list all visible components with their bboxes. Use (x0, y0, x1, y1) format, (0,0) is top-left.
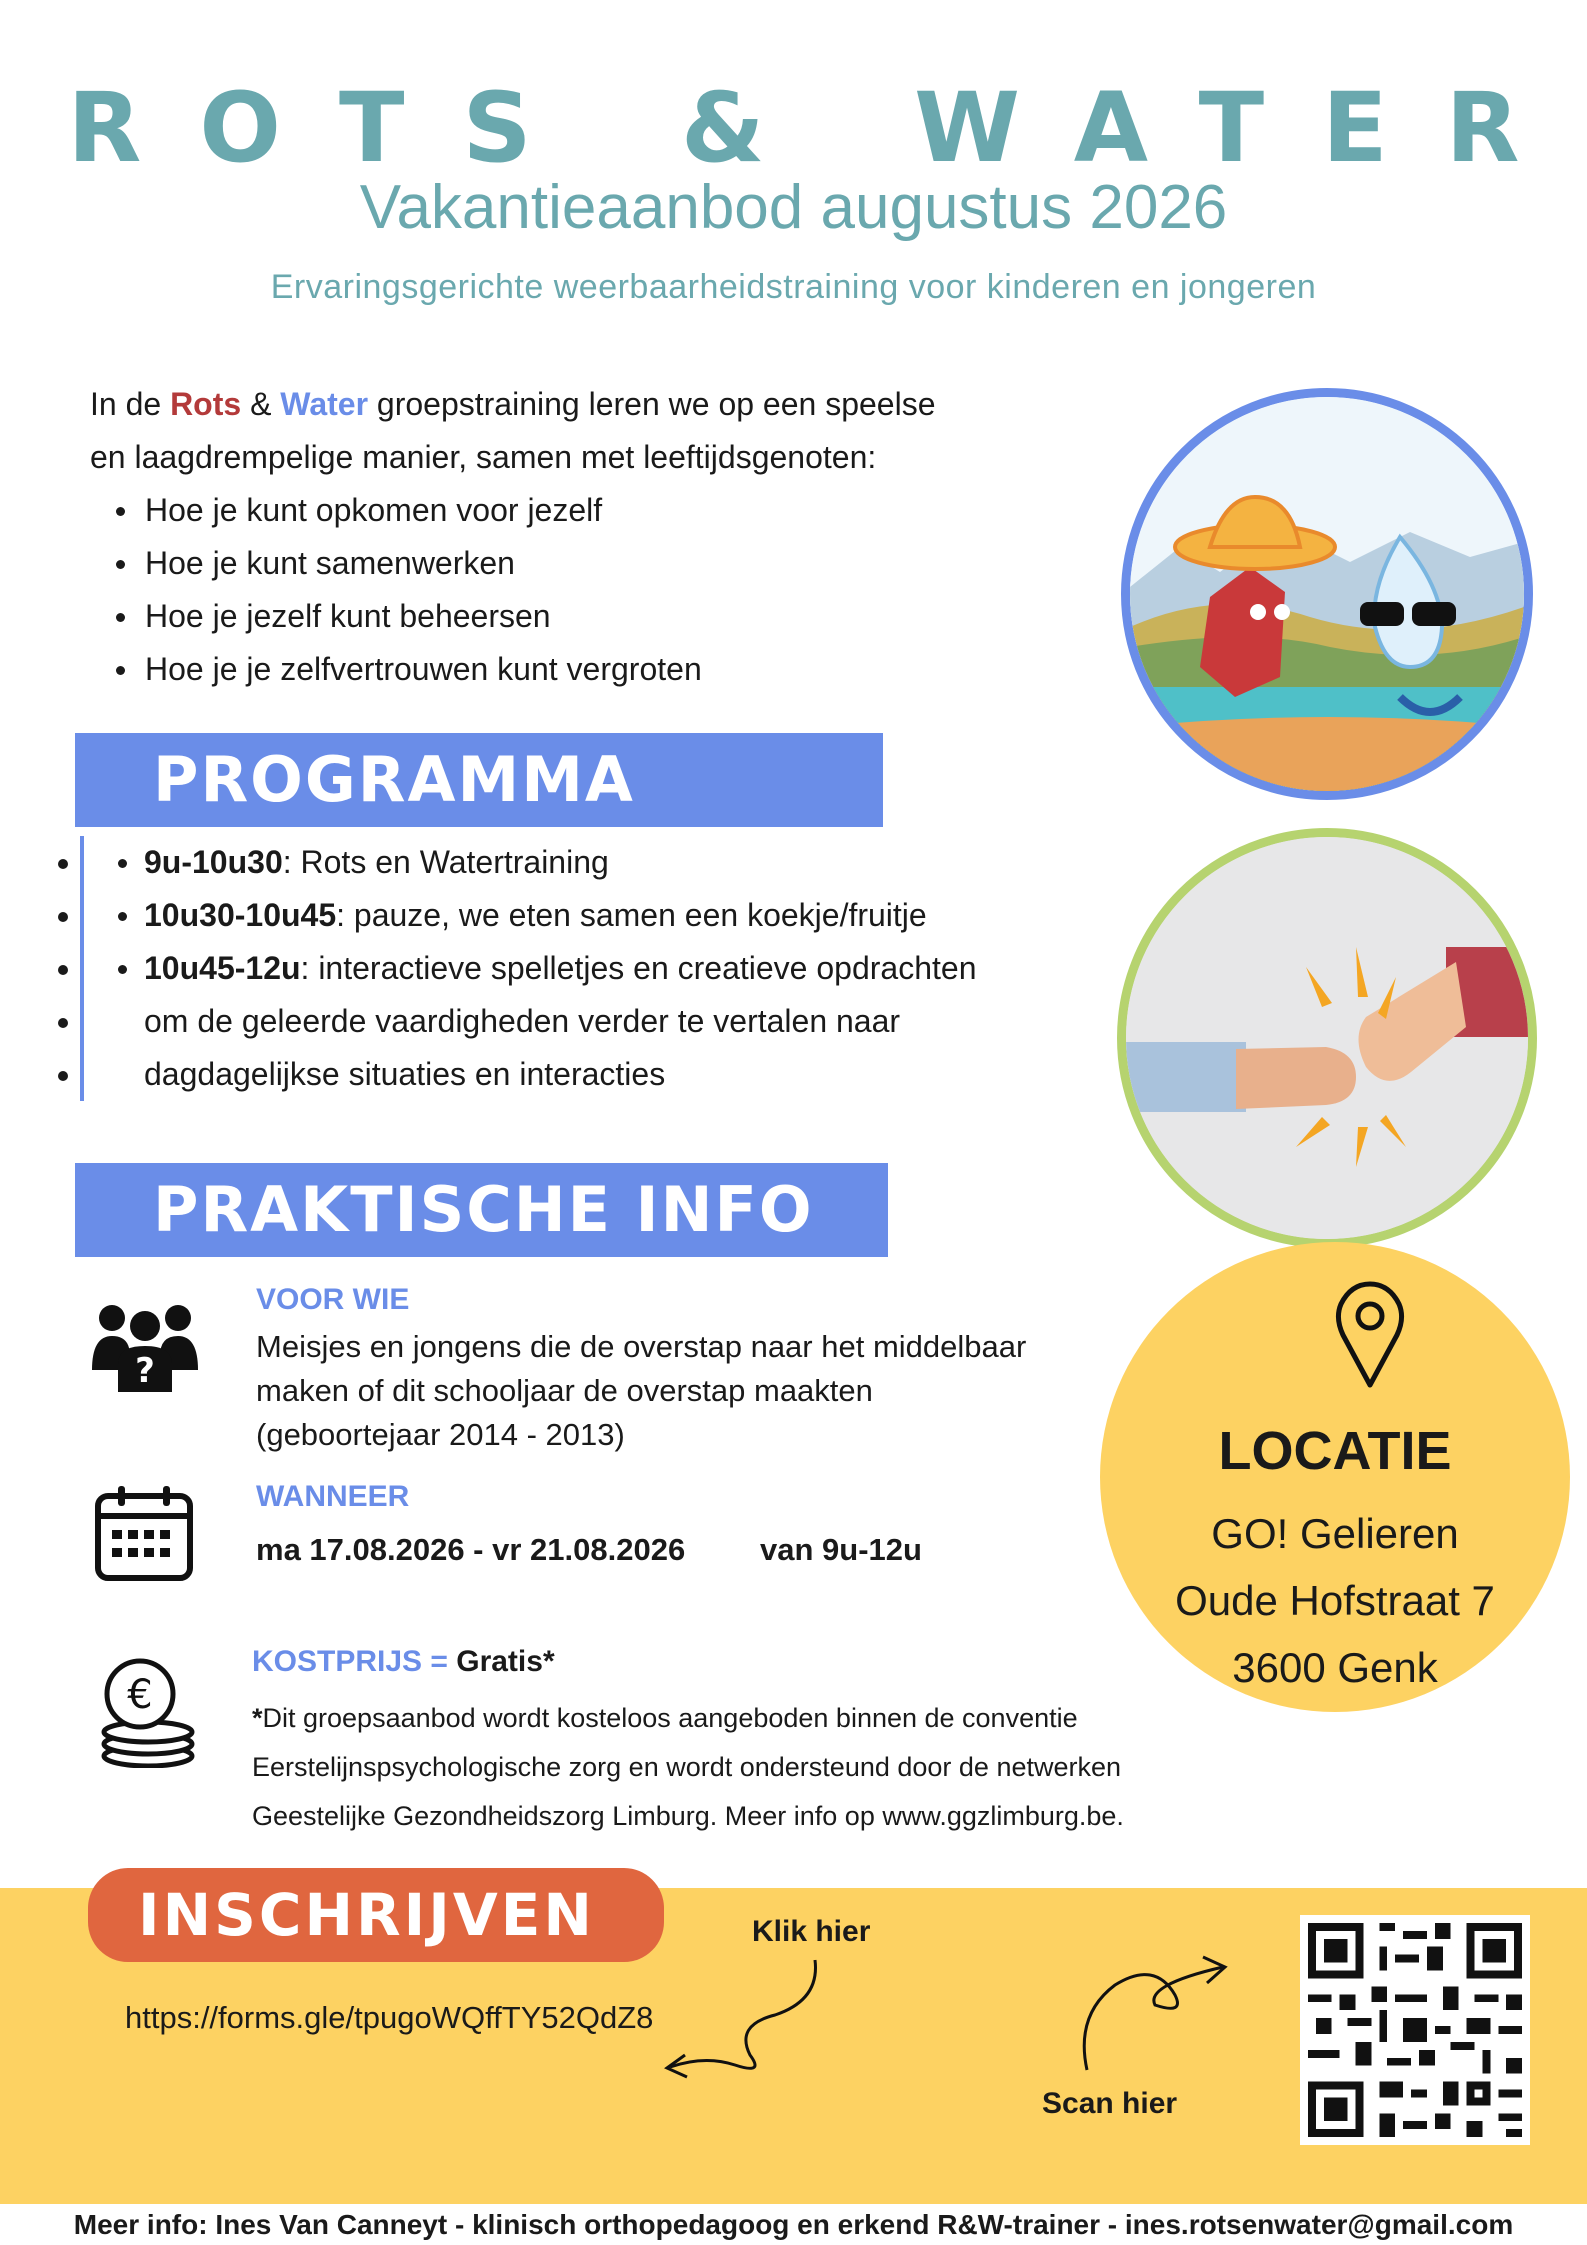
programma-time: 9u-10u30 (144, 844, 283, 880)
wanneer-label: WANNEER (256, 1480, 410, 1513)
intro-line-2: en laagdrempelige manier, samen met leeftijdsgenoten: (90, 439, 877, 475)
mascots-image (1130, 397, 1524, 791)
kostprijs-value: Gratis* (456, 1645, 555, 1678)
programma-continuation: • om de geleerde vaardigheden verder te vertalen naar (84, 995, 1040, 1048)
fist-bump-photo (1117, 828, 1537, 1248)
list-item (84, 942, 1040, 995)
kostprijs-star: * (252, 1703, 263, 1733)
curved-arrow-icon (1075, 1945, 1235, 2075)
list-item: Hoe je je zelfvertrouwen kunt vergroten (90, 643, 1050, 696)
intro-prefix: In de (90, 386, 171, 422)
poster-subtitle: Vakantieaanbod augustus 2026 (359, 173, 1228, 242)
list-item (84, 836, 1040, 889)
programma-text: : Rots en Watertraining (282, 844, 609, 880)
wanneer-hours: van 9u-12u (760, 1532, 922, 1567)
programma-continuation: • dagdagelijkse situaties en interacties (84, 1048, 1040, 1101)
svg-text:?: ? (135, 1351, 155, 1391)
klik-hier-label: Klik hier (752, 1915, 871, 1948)
mascots-illustration (1121, 388, 1533, 800)
programma-text: : pauze, we eten samen een koekje/fruitje (336, 897, 927, 933)
qr-code[interactable] (1300, 1915, 1530, 2145)
kostprijs-note-line (252, 1694, 1252, 1743)
kostprijs-note-line: Eerstelijnspsychologische zorg en wordt ondersteund door de netwerken (252, 1752, 1122, 1782)
kostprijs-note-text: Dit groepsaanbod wordt kosteloos aangeboden binnen de conventie (262, 1703, 1078, 1733)
voor-wie-text (256, 1325, 1156, 1457)
intro-line-1 (90, 378, 1050, 431)
voor-wie-line: maken of dit schooljaar de overstap maakten (256, 1373, 873, 1408)
voor-wie-line: Meisjes en jongens die de overstap naar het middelbaar (256, 1329, 1027, 1364)
locatie-line: 3600 Genk (1232, 1644, 1438, 1691)
fist-bump-image (1126, 837, 1528, 1239)
praktische-info-banner: PRAKTISCHE INFO (75, 1163, 888, 1257)
wanneer-dates: ma 17.08.2026 - vr 21.08.2026 (256, 1532, 686, 1567)
list-item (84, 889, 1040, 942)
list-item: Hoe je jezelf kunt beheersen (90, 590, 1050, 643)
intro-bullet-list (90, 484, 1050, 696)
inschrijven-button[interactable]: INSCHRIJVEN (88, 1868, 664, 1962)
kostprijs-label-text: KOSTPRIJS = (252, 1645, 457, 1678)
kostprijs-note (252, 1694, 1252, 1841)
svg-text:€: € (127, 1672, 153, 1718)
intro-rest: groepstraining leren we op een speelse (368, 386, 936, 422)
contact-footer: Meer info: Ines Van Canneyt - klinisch orthopedagoog en erkend R&W-trainer - ines.rotsenwater@gmail.com (73, 2209, 1514, 2240)
list-item: Hoe je kunt samenwerken (90, 537, 1050, 590)
locatie-title: LOCATIE (1218, 1421, 1452, 1481)
programma-list (80, 836, 1040, 1101)
programma-text: : interactieve spelletjes en creatieve opdrachten (300, 950, 977, 986)
intro-block (90, 378, 1050, 696)
list-item: Hoe je kunt opkomen voor jezelf (90, 484, 1050, 537)
calendar-icon (94, 1484, 194, 1582)
poster-tagline: Ervaringsgerichte weerbaarheidstraining voor kinderen en jongeren (270, 268, 1317, 306)
voor-wie-line: (geboortejaar 2014 - 2013) (256, 1417, 625, 1452)
group-people-icon (90, 1300, 200, 1392)
intro-water-word: Water (280, 386, 369, 422)
programma-banner: PROGRAMMA (75, 733, 883, 827)
scan-hier-label: Scan hier (1042, 2087, 1178, 2120)
kostprijs-note-line: Geestelijke Gezondheidszorg Limburg. Meer info op www.ggzlimburg.be. (252, 1801, 1124, 1831)
intro-rots-word: Rots (170, 386, 242, 422)
programma-time: 10u30-10u45 (144, 897, 337, 933)
voor-wie-label: VOOR WIE (256, 1283, 410, 1316)
curly-arrow-icon (655, 1955, 835, 2085)
registration-link[interactable]: https://forms.gle/tpugoWQffTY52QdZ8 (125, 2000, 654, 2035)
poster-title: ROTS & WATER (67, 72, 1578, 184)
intro-amp: & (241, 386, 281, 422)
location-pin-icon (1335, 1280, 1405, 1390)
programma-time: 10u45-12u (144, 950, 301, 986)
locatie-line: GO! Gelieren (1211, 1510, 1459, 1557)
kostprijs-label (252, 1645, 555, 1679)
locatie-line: Oude Hofstraat 7 (1175, 1577, 1495, 1624)
euro-coins-icon (94, 1658, 198, 1768)
